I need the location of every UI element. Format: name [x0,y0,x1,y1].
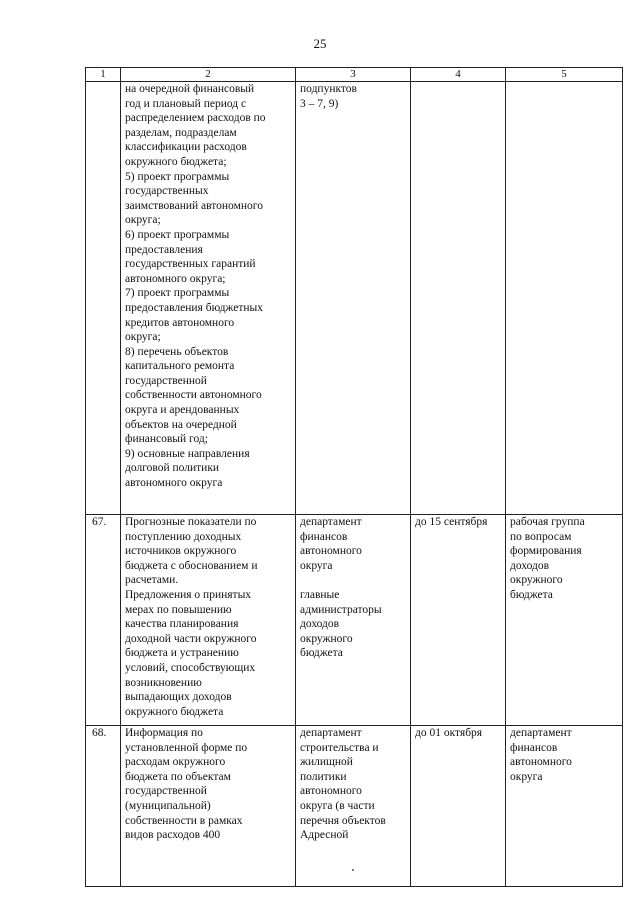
row-responsible-text: департамент финансов автономного округа [300,516,362,572]
row-deadline-text: до 15 сентября [415,516,488,528]
page-number: 25 [313,36,327,51]
row-responsible-text: департамент строительства и жилищной политики автономного округа (в части перечня объектов Адресной [300,727,386,842]
row-recipient [506,82,623,515]
row-responsible-extra-text: главные администраторы доходов окружного бюджета [300,588,382,660]
table-header-row [86,68,623,82]
row-number [86,82,121,515]
row-recipient-text: рабочая группа по вопросам формирования доходов окружного бюджета [510,516,585,601]
row-recipient [506,726,623,887]
header-col-3: 3 [296,68,411,82]
row-responsible-text: подпунктов 3 – 7, 9) [300,83,357,110]
row-deadline [411,515,506,726]
header-col-2: 2 [121,68,296,82]
header-col-5: 5 [506,68,623,82]
table-row [86,82,623,515]
header-col-4: 4 [411,68,506,82]
table-row [86,515,623,726]
row-deadline [411,82,506,515]
row-description-text: Информация по установленной форме по расходам окружного бюджета по объектам государственной (муниципальной) собственности в рамках видов расходов 400 [125,727,248,842]
row-deadline [411,726,506,887]
row-description-text: на очередной финансовый год и плановый период с распределением расходов по разделам, подразделам классификации расходов окружного бюджета; 5) проект программы государственных заимствований автономного округа; 6) проект программы предоставления государственных гарантий автономного округа; 7) проект программы предоставления бюджетных кредитов автономного округа; 8) перечень объектов капитального ремонта государственной собственности автономного округа и арендованных объектов на очередной финансовый год; 9) основные направления долговой политики автономного округа [125,83,266,490]
header-col-1: 1 [86,68,121,82]
row-responsible [296,82,411,515]
row-description [121,726,296,887]
row-recipient [506,515,623,726]
table-row [86,726,623,887]
row-description [121,82,296,515]
row-responsible [296,726,411,887]
row-description [121,515,296,726]
row-number: 67. [86,515,121,726]
row-description-text: Прогнозные показатели по поступлению доходных источников окружного бюджета с обоснованием и расчетами. Предложения о принятых мерах по повышению качества планирования доходной части окружного бюджета и устранению условий, способствующих возникновению выпадающих доходов окружного бюджета [125,516,258,718]
row-recipient-text: департамент финансов автономного округа [510,727,572,783]
row-deadline-text: до 01 октября [415,727,483,739]
row-responsible [296,515,411,726]
plan-table [85,67,623,887]
scan-speck [352,869,354,871]
row-number: 68. [86,726,121,887]
